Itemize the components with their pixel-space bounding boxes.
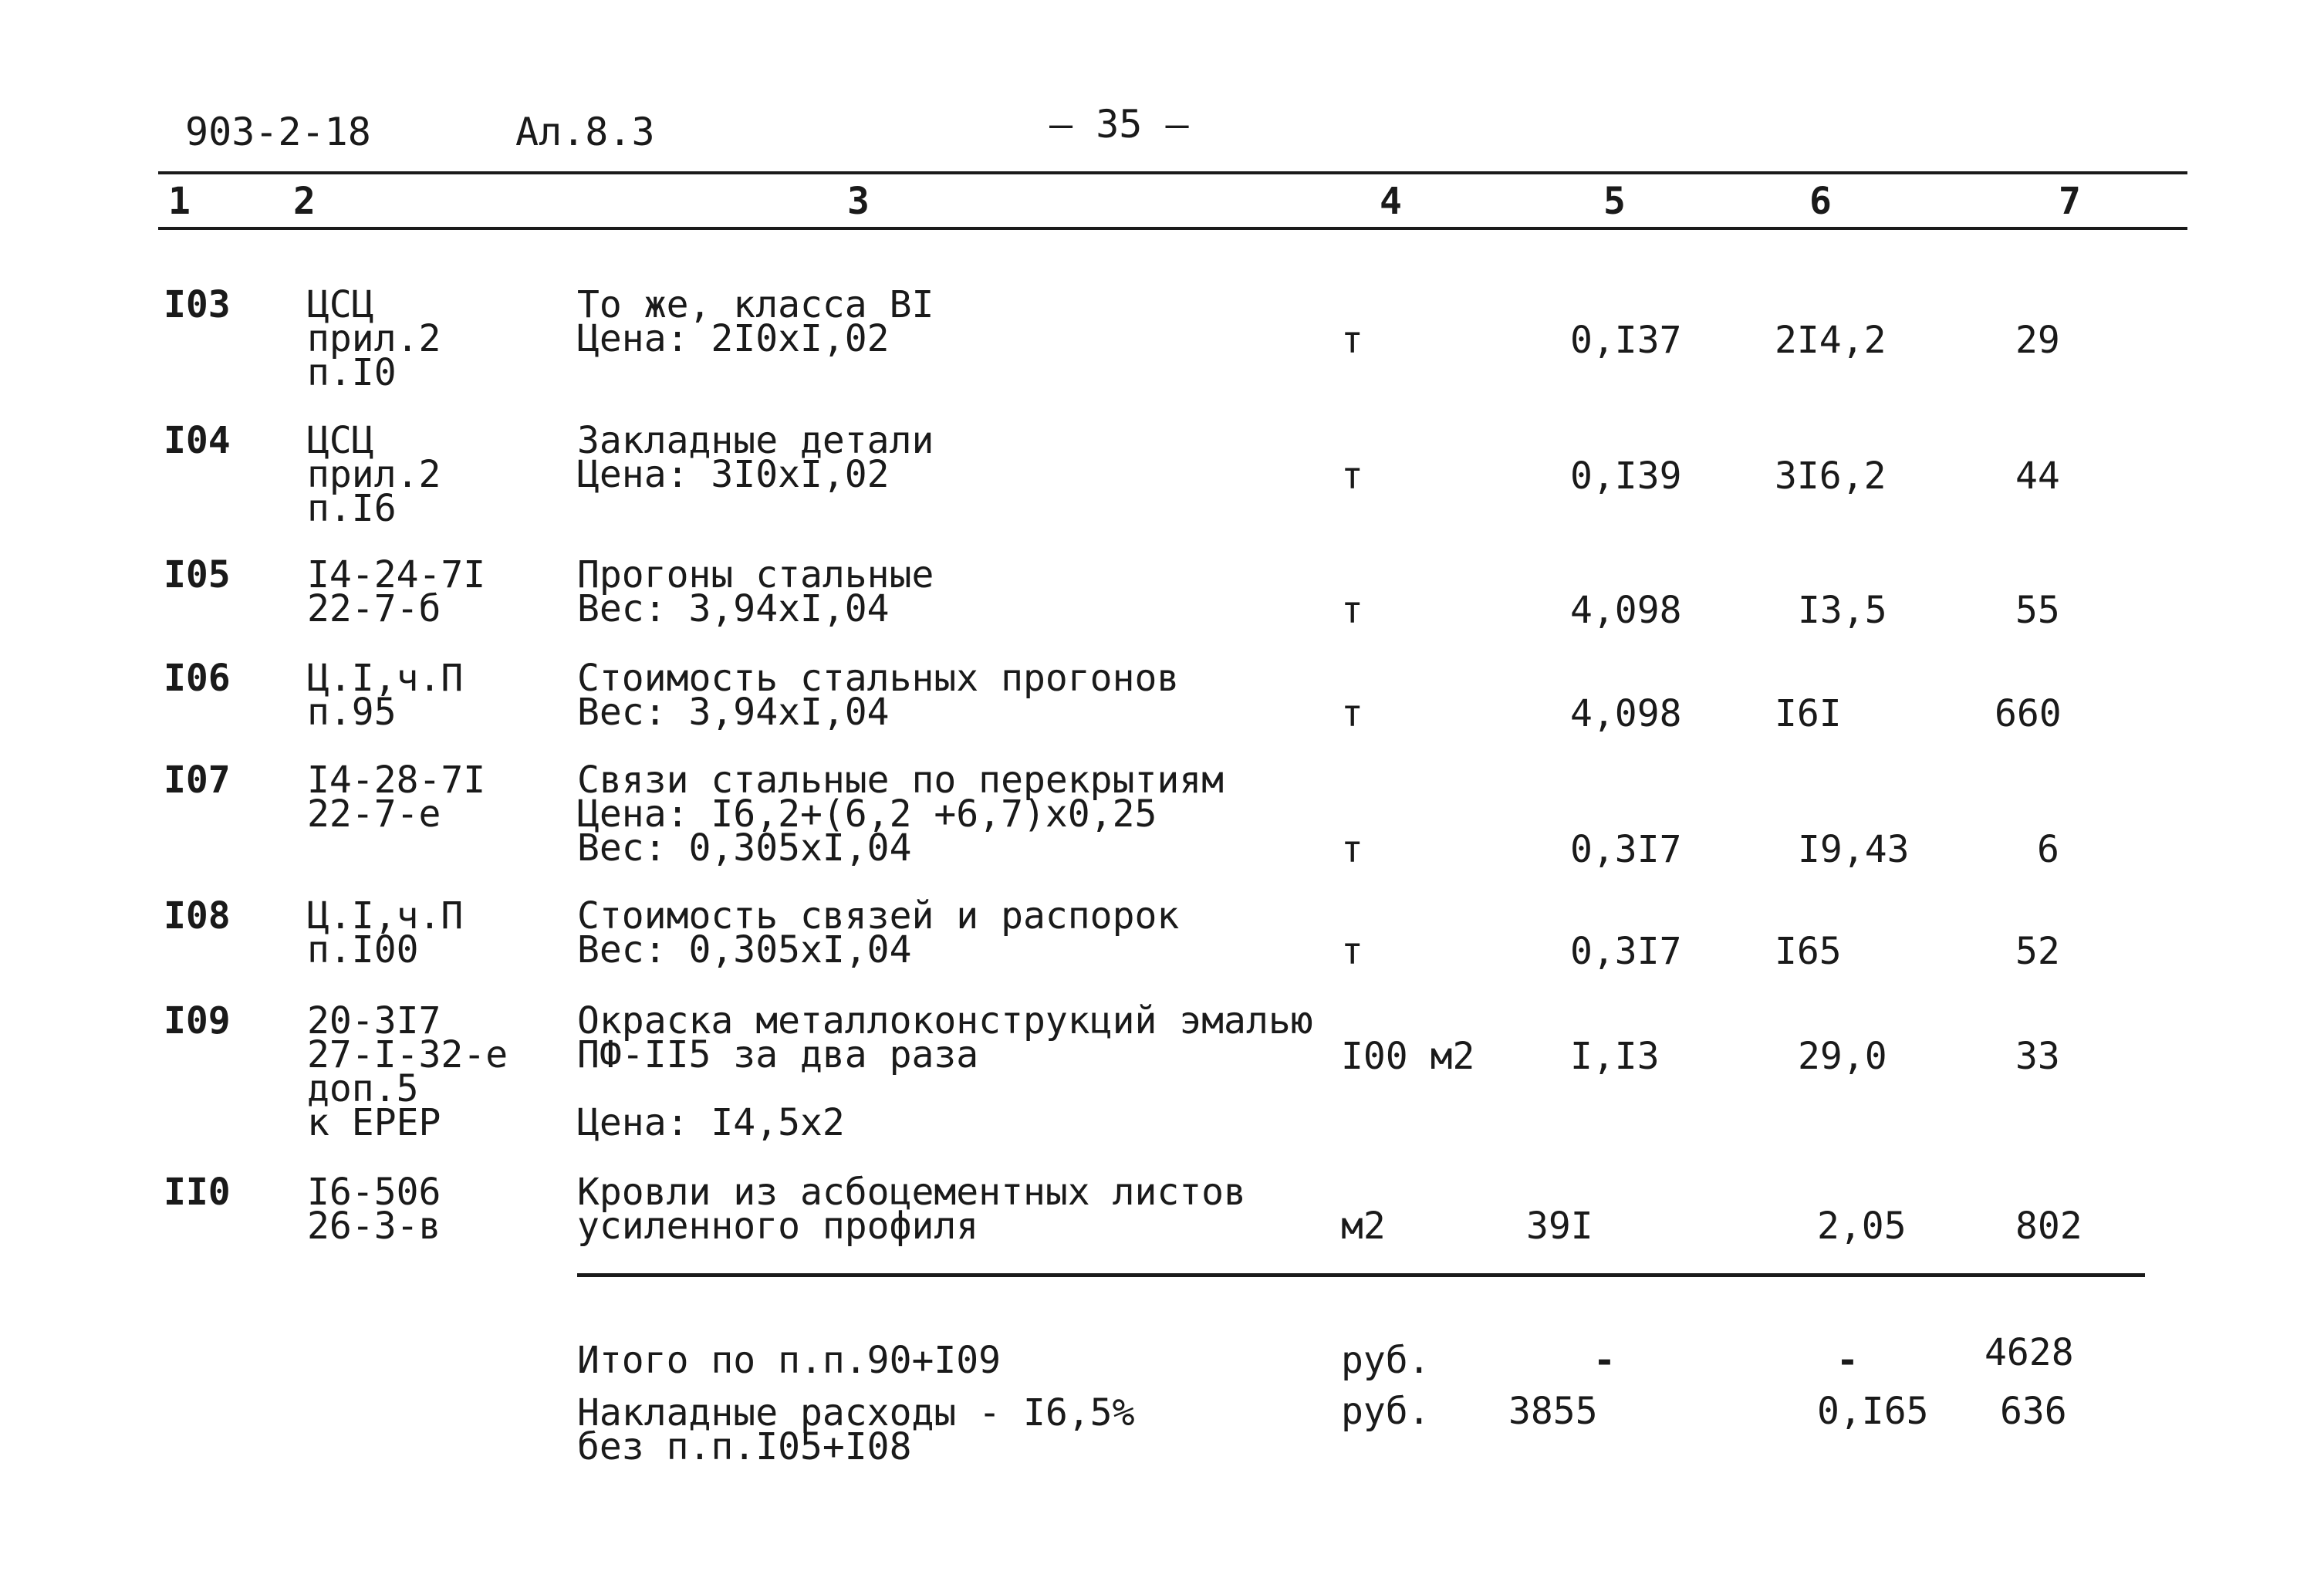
description-line: Цена: I4,5x2 [577,1101,845,1144]
description-line: Кровли из асбоцементных листов [577,1171,1246,1214]
column-header-6: 6 [1809,180,1832,223]
description-line: Связи стальные по перекрытиям [577,759,1224,802]
totals-quantity: - [1593,1339,1616,1382]
description-line: То же, класса BI [577,283,934,326]
total-cell: 29 [2015,319,2060,362]
row-number: I03 [164,283,231,326]
reference-line: 20-3I7 [307,999,441,1042]
row-number: I05 [164,553,231,596]
unit-price-cell: 2I4,2 [1775,319,1887,362]
unit-price-cell: I6I [1775,692,1842,735]
totals-label: без п.п.I05+I08 [577,1425,912,1468]
quantity-cell: I,I3 [1570,1035,1660,1078]
totals-amount: 4628 [1985,1331,2074,1374]
unit-cell: т [1341,828,1363,871]
description-line: Цена: 2I0xI,02 [577,317,890,360]
description-line: Окраска металлоконструкций эмалью [577,999,1313,1042]
quantity-cell: 4,098 [1570,589,1682,632]
totals-label: Накладные расходы - I6,5% [577,1391,1135,1434]
reference-line: п.I00 [307,928,419,972]
unit-cell: м2 [1341,1205,1386,1248]
album-reference: Ал.8.3 [515,110,655,154]
quantity-cell: 0,I39 [1570,455,1682,498]
reference-line: I4-28-7I [307,759,486,802]
reference-line: прил.2 [307,453,441,496]
row-number: I04 [164,419,231,462]
quantity-cell: 0,3I7 [1570,930,1682,973]
column-header-4: 4 [1380,180,1402,223]
reference-line: 22-7-б [307,587,441,630]
reference-line: I6-506 [307,1171,441,1214]
quantity-cell: 0,I37 [1570,319,1682,362]
description-line: Стоимость стальных прогонов [577,657,1180,700]
row-number: I08 [164,894,231,938]
unit-price-cell: 3I6,2 [1775,455,1887,498]
total-cell: 44 [2015,455,2060,498]
description-line: Стоимость связей и распорок [577,894,1180,938]
unit-cell: т [1341,455,1363,498]
description-line: ПФ-II5 за два раза [577,1033,979,1076]
row-number: I07 [164,759,231,802]
header-top-rule [158,171,2187,174]
reference-line: ЦСЦ [307,419,374,462]
total-cell: 660 [1995,692,2062,735]
unit-price-cell: I9,43 [1798,828,1910,871]
unit-cell: т [1341,319,1363,362]
column-header-7: 7 [2059,180,2081,223]
reference-line: п.95 [307,691,397,734]
unit-cell: т [1341,589,1363,632]
total-cell: 6 [2037,828,2059,871]
totals-quantity: 3855 [1508,1390,1598,1433]
reference-line: п.I0 [307,351,397,394]
row-number: I09 [164,999,231,1042]
quantity-cell: 39I [1526,1205,1593,1248]
unit-cell: т [1341,930,1363,973]
reference-line: к ЕРЕР [307,1101,441,1144]
description-line: Вес: 3,94xI,04 [577,691,890,734]
unit-price-cell: 29,0 [1798,1035,1887,1078]
reference-line: I4-24-7I [307,553,486,596]
totals-separator-rule [577,1273,2145,1277]
reference-line: ЦСЦ [307,283,374,326]
header-bottom-rule [158,227,2187,230]
reference-line: доп.5 [307,1067,419,1110]
description-line: Цена: 3I0xI,02 [577,453,890,496]
page-number: – 35 – [1049,102,1189,147]
unit-cell: т [1341,692,1363,735]
description-line: усиленного профиля [577,1205,979,1248]
description-line: Вес: 0,305xI,04 [577,826,912,870]
total-cell: 55 [2015,589,2060,632]
reference-line: 26-3-в [307,1205,441,1248]
total-cell: 802 [2015,1205,2082,1248]
row-number: II0 [164,1171,231,1214]
quantity-cell: 0,3I7 [1570,828,1682,871]
totals-unit: руб. [1341,1390,1431,1433]
unit-price-cell: 2,05 [1817,1205,1907,1248]
document-code: 903-2-18 [185,110,371,154]
totals-price: 0,I65 [1817,1390,1929,1433]
totals-label: Итого по п.п.90+I09 [577,1339,1002,1382]
column-header-3: 3 [847,180,870,223]
description-line: Цена: I6,2+(6,2 +6,7)x0,25 [577,792,1157,836]
unit-price-cell: I3,5 [1798,589,1887,632]
description-line: Вес: 3,94xI,04 [577,587,890,630]
reference-line: Ц.I,ч.П [307,657,464,700]
description-line: Прогоны стальные [577,553,934,596]
column-header-5: 5 [1603,180,1626,223]
totals-price: - [1836,1339,1859,1382]
unit-price-cell: I65 [1775,930,1842,973]
reference-line: 27-I-32-е [307,1033,508,1076]
column-header-1: 1 [168,180,191,223]
totals-unit: руб. [1341,1339,1431,1382]
reference-line: прил.2 [307,317,441,360]
totals-amount: 636 [2000,1390,2067,1433]
total-cell: 33 [2015,1035,2060,1078]
description-line: Вес: 0,305xI,04 [577,928,912,972]
reference-line: 22-7-е [307,792,441,836]
unit-cell: I00 м2 [1341,1035,1475,1078]
row-number: I06 [164,657,231,700]
column-header-2: 2 [293,180,316,223]
total-cell: 52 [2015,930,2060,973]
reference-line: Ц.I,ч.П [307,894,464,938]
description-line: Закладные детали [577,419,934,462]
reference-line: п.I6 [307,487,397,530]
quantity-cell: 4,098 [1570,692,1682,735]
